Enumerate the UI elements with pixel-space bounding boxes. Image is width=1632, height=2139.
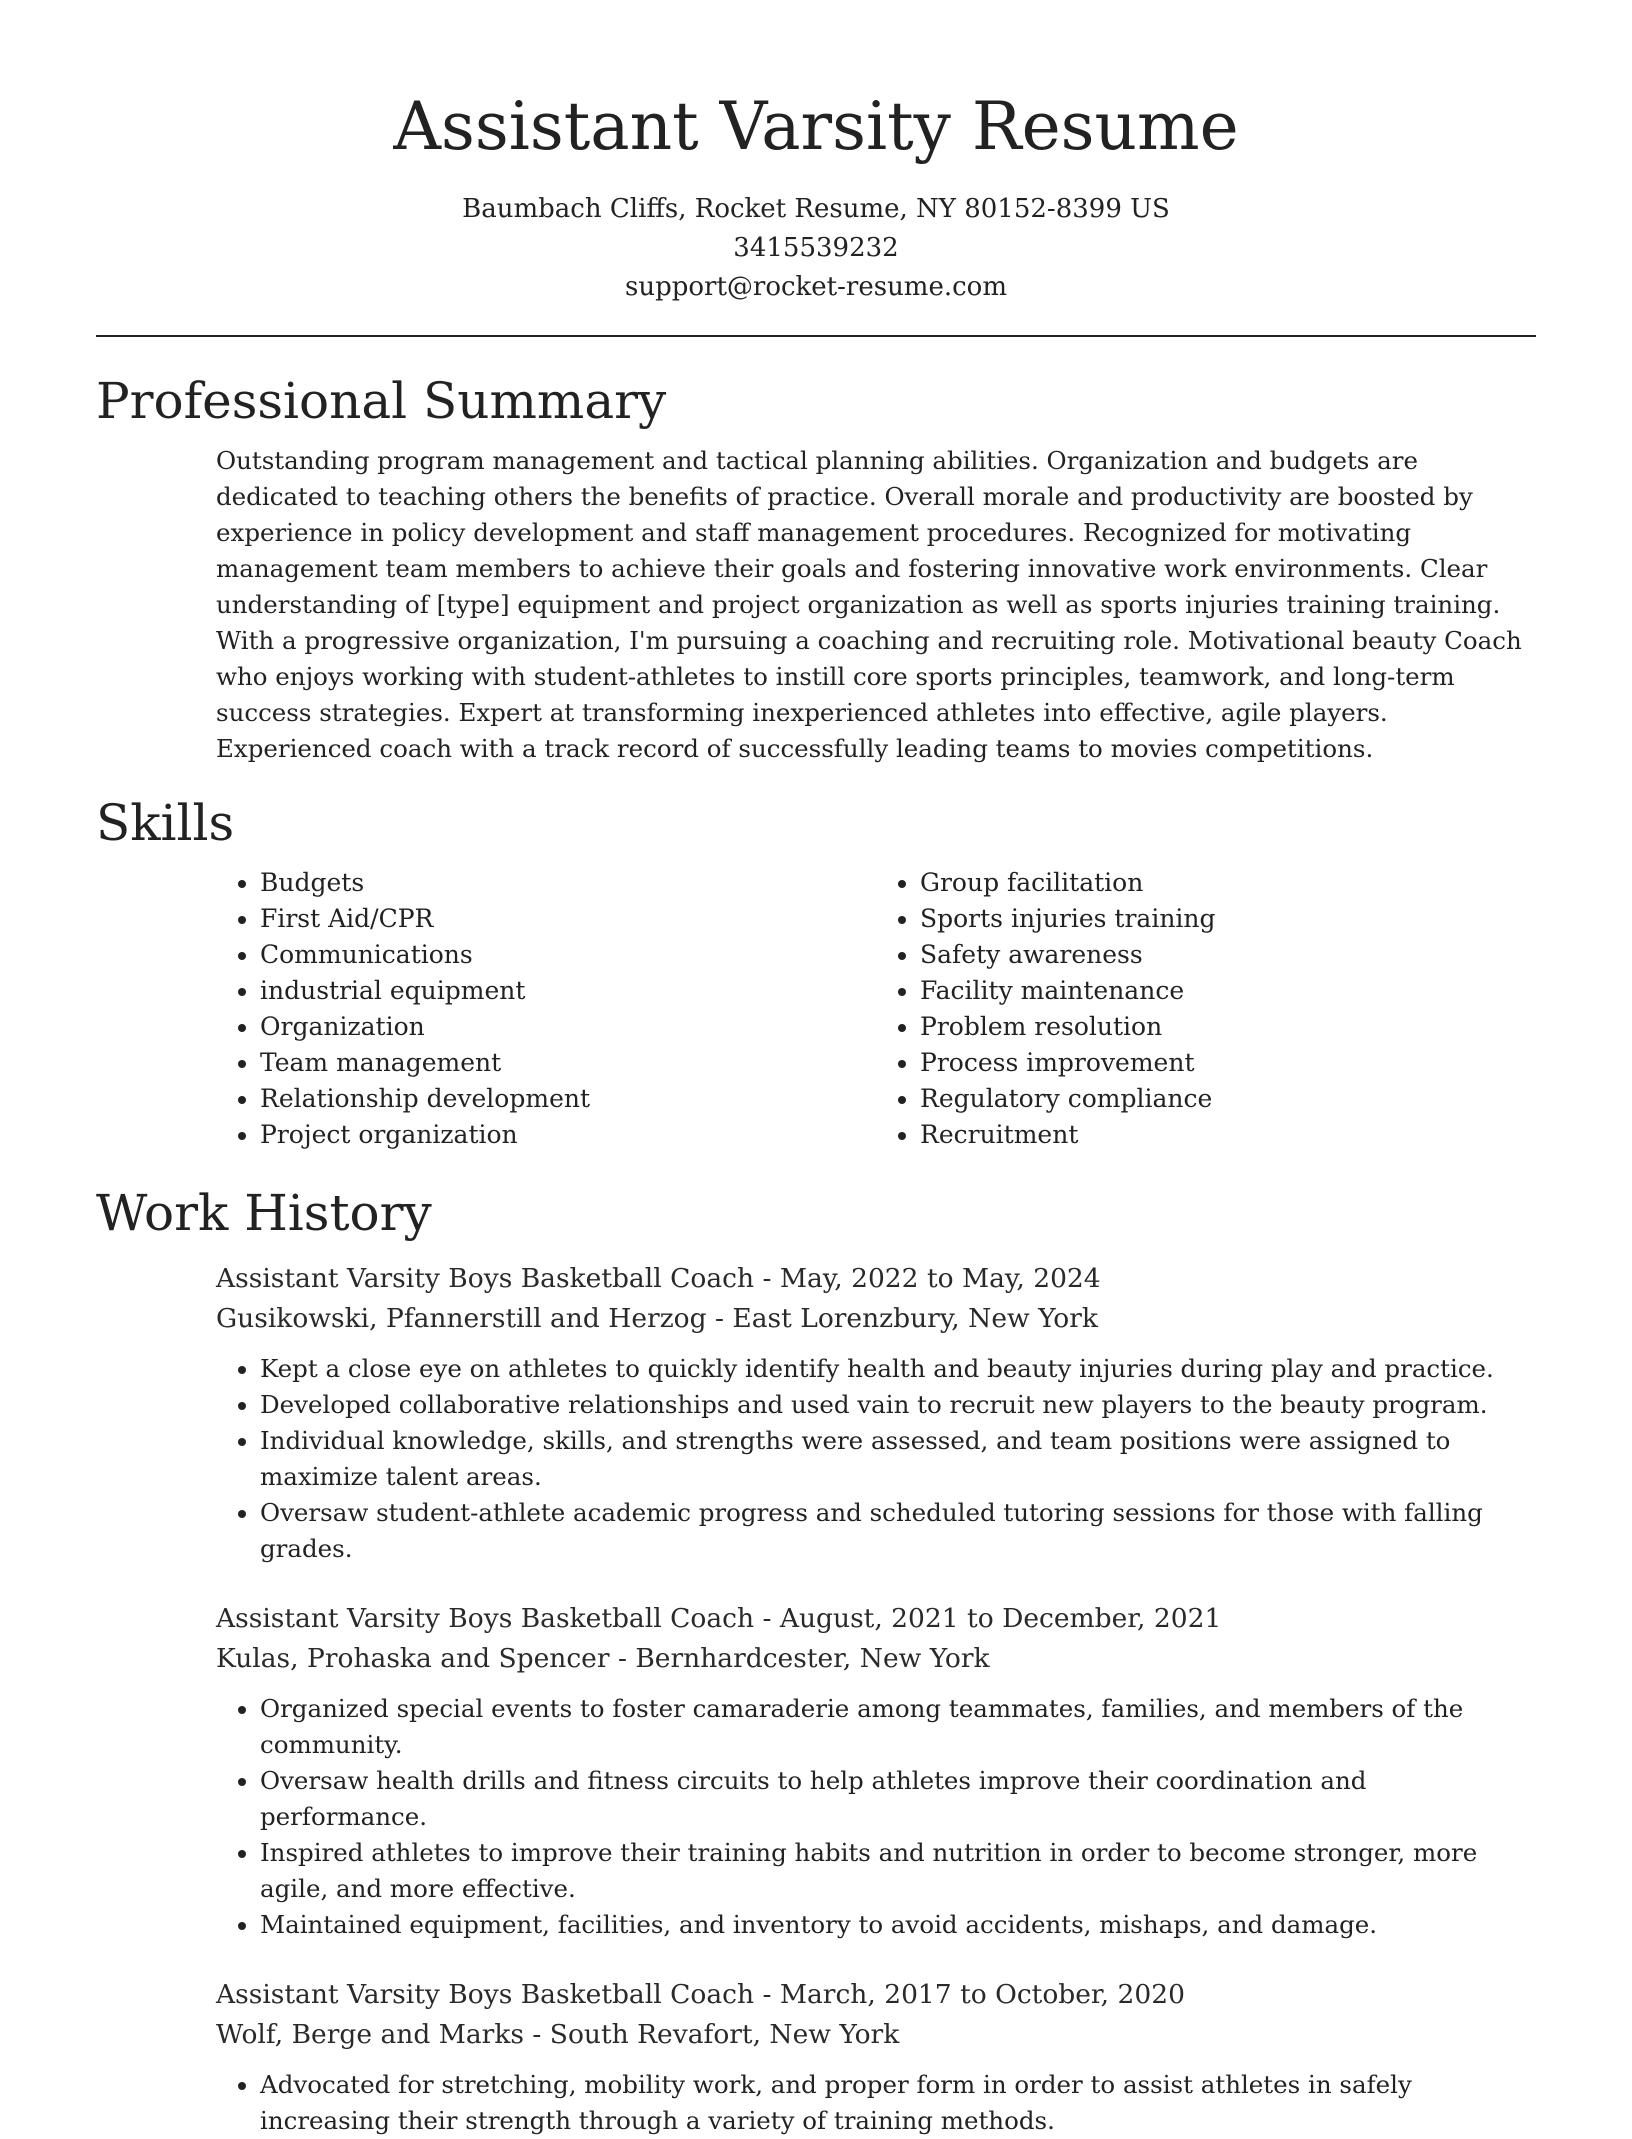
job-title-line: Assistant Varsity Boys Basketball Coach - August, 2021 to December, 2021 [216,1603,1222,1634]
skills-list [216,865,1536,1153]
job-bullets [216,1351,1536,1567]
skill-item: • Organization [260,1009,876,1045]
skill-item: • Relationship development [260,1081,876,1117]
skill-item: • Group facilitation [920,865,1536,901]
skills-column-left [216,865,876,1153]
skill-item: • Process improvement [920,1045,1536,1081]
job-bullets [216,2067,1536,2139]
job-bullet: • Oversaw student-athlete academic progress and scheduled tutoring sessions for those with falling grades. [260,1495,1536,1567]
skill-item: • Budgets [260,865,876,901]
job-bullet: • Developed collaborative relationships and used vain to recruit new players to the beauty program. [260,1387,1536,1423]
skill-item: • First Aid/CPR [260,901,876,937]
job-entry [216,1259,1536,1567]
job-bullet: • Inspired athletes to improve their training habits and nutrition in order to become stronger, more agile, and more effective. [260,1835,1536,1907]
contact-address: Baumbach Cliffs, Rocket Resume, NY 80152-8399 US [462,194,1170,224]
job-entry [216,1975,1536,2139]
job-bullet: • Advocated for stretching, mobility work, and proper form in order to assist athletes in safely increasing their strength through a variety of training methods. [260,2067,1536,2139]
skill-item: • Team management [260,1045,876,1081]
job-bullet: • Kept a close eye on athletes to quickly identify health and beauty injuries during play and practice. [260,1351,1536,1387]
job-bullet: • Organized special events to foster camaraderie among teammates, families, and members of the community. [260,1691,1536,1763]
job-entry [216,1599,1536,1943]
skill-item: • Project organization [260,1117,876,1153]
skills-column-right [876,865,1536,1153]
skills-heading: Skills [96,794,235,852]
skill-item: • Sports injuries training [920,901,1536,937]
skill-item: • Recruitment [920,1117,1536,1153]
skill-item: • industrial equipment [260,973,876,1009]
job-bullet: • Oversaw health drills and fitness circuits to help athletes improve their coordination and performance. [260,1763,1536,1835]
skill-item: • Regulatory compliance [920,1081,1536,1117]
contact-email: support@rocket-resume.com [624,272,1007,302]
skill-item: • Facility maintenance [920,973,1536,1009]
skill-item: • Communications [260,937,876,973]
job-company-line: Gusikowski, Pfannerstill and Herzog - East Lorenzbury, New York [216,1303,1098,1334]
job-bullets [216,1691,1536,1943]
job-title-line: Assistant Varsity Boys Basketball Coach - May, 2022 to May, 2024 [216,1263,1101,1294]
job-company-line: Wolf, Berge and Marks - South Revafort, New York [216,2019,900,2050]
resume-header [96,0,1536,307]
job-bullet: • Maintained equipment, facilities, and inventory to avoid accidents, mishaps, and damage. [260,1907,1536,1943]
summary-heading: Professional Summary [96,372,667,430]
job-bullet: • Individual knowledge, skills, and strengths were assessed, and team positions were assigned to maximize talent areas. [260,1423,1536,1495]
work-history-heading: Work History [96,1184,432,1242]
job-company-line: Kulas, Prohaska and Spencer - Bernhardcester, New York [216,1643,990,1674]
resume-name: Assistant Varsity Resume [393,88,1239,165]
summary-text: Outstanding program management and tactical planning abilities. Organization and budgets are dedicated to teaching others the benefits of practice. Overall morale and productivity are boosted by experience in policy development and staff management procedures. Recognized for motivating management team members to achieve their goals and fostering innovative work environments. Clear understanding of [type] equipment and project organization as well as sports injuries training training. With a progressive organization, I'm pursuing a coaching and recruiting role. Motivational beauty Coach who enjoys working with student-athletes to instill core sports principles, teamwork, and long-term success strategies. Expert at transforming inexperienced athletes into effective, agile players. Experienced coach with a track record of successfully leading teams to movies competitions. [216,446,1522,763]
contact-phone: 3415539232 [733,233,899,263]
job-title-line: Assistant Varsity Boys Basketball Coach - March, 2017 to October, 2020 [216,1979,1185,2010]
contact-block [96,190,1536,307]
skill-item: • Safety awareness [920,937,1536,973]
header-divider [96,335,1536,337]
skill-item: • Problem resolution [920,1009,1536,1045]
